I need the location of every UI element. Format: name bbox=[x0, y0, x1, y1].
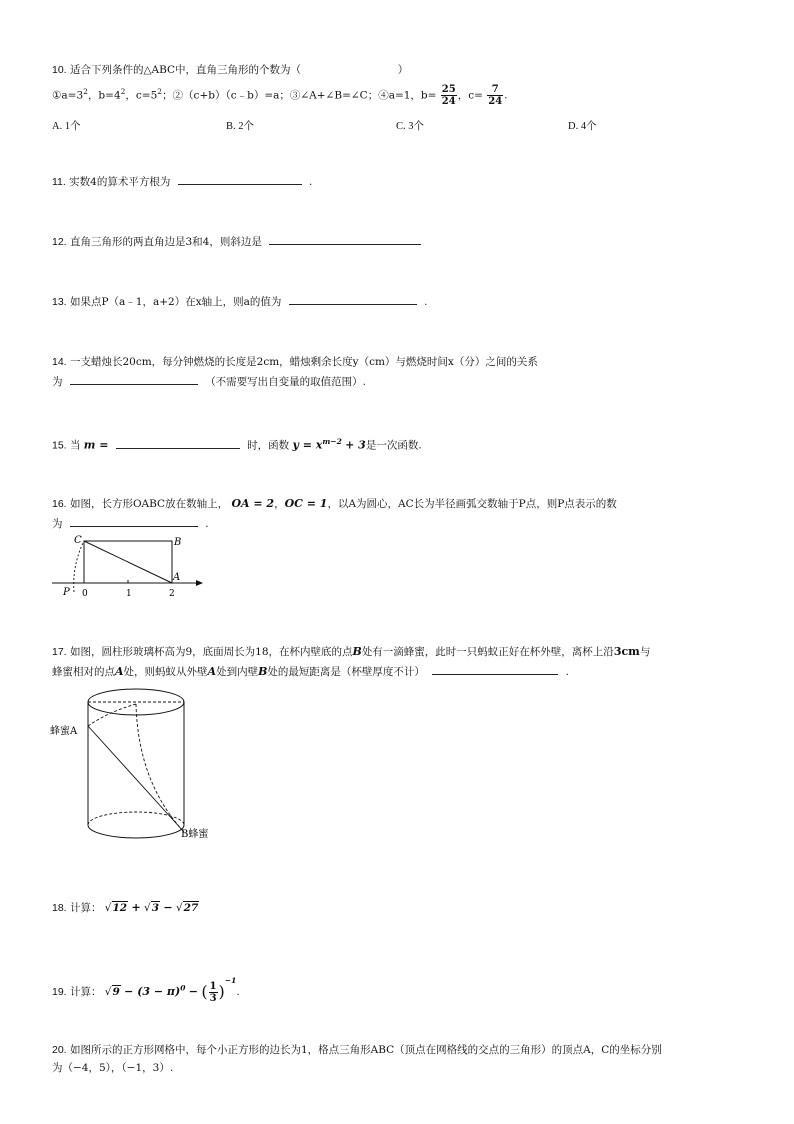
label-c: C bbox=[74, 535, 82, 546]
answer-blank[interactable] bbox=[70, 372, 198, 385]
fraction-1-3 bbox=[209, 981, 218, 1004]
radicand: 27 bbox=[183, 902, 199, 914]
question-number: 18. bbox=[52, 902, 67, 914]
question-20-line1 bbox=[52, 1042, 662, 1058]
cylinder-figure bbox=[48, 682, 228, 842]
question-text: 时，函数 bbox=[247, 439, 290, 452]
sqrt-9: √9 bbox=[104, 986, 120, 998]
question-text: 为 bbox=[52, 518, 63, 530]
label-p: P bbox=[63, 587, 70, 598]
question-number: 13. bbox=[52, 296, 67, 308]
question-19 bbox=[52, 966, 240, 1007]
option-a[interactable]: A. 1个 bbox=[52, 121, 81, 132]
question-17-line2 bbox=[52, 662, 569, 680]
condition-1c: ，c=5 bbox=[125, 89, 158, 102]
question-text-end: ） bbox=[397, 64, 409, 76]
tick-label-1: 1 bbox=[126, 589, 132, 599]
question-13 bbox=[52, 292, 427, 310]
left-paren: ( bbox=[201, 982, 208, 1001]
diagonal-ac bbox=[84, 541, 172, 583]
denominator: 24 bbox=[441, 96, 456, 107]
tick-label-2: 2 bbox=[169, 589, 175, 599]
question-text: 计算： bbox=[69, 902, 102, 914]
label-a: A bbox=[173, 572, 181, 583]
question-20-line2 bbox=[52, 1060, 173, 1076]
question-text: 处有一滴蜂蜜，此时一只蚂蚁正好在杯外壁，离杯上沿 bbox=[361, 646, 614, 658]
period: . bbox=[236, 986, 240, 998]
cylinder-bottom-front bbox=[88, 825, 184, 838]
question-15 bbox=[52, 434, 422, 454]
math-b: B bbox=[258, 665, 268, 678]
label-b: B bbox=[174, 537, 182, 548]
right-paren: ) bbox=[218, 982, 225, 1001]
question-text: 处的最短距离是（杯壁厚度不计） bbox=[267, 666, 425, 678]
condition-mid: ，c= bbox=[457, 89, 483, 102]
numerator: 25 bbox=[441, 84, 456, 95]
exponent: m−2 bbox=[322, 437, 342, 446]
answer-blank[interactable] bbox=[289, 292, 417, 305]
arc-ac bbox=[74, 541, 84, 592]
period: . bbox=[424, 296, 428, 308]
math-function: y = x bbox=[292, 438, 323, 452]
question-text: 计算： bbox=[69, 986, 102, 998]
question-number: 17. bbox=[52, 646, 67, 658]
question-text: 处到内壁 bbox=[216, 666, 259, 678]
question-10-conditions bbox=[52, 84, 508, 107]
period: . bbox=[309, 176, 313, 188]
axis-arrow bbox=[196, 580, 203, 586]
option-b[interactable]: B. 2个 bbox=[226, 121, 255, 132]
question-number: 12. bbox=[52, 236, 67, 248]
question-text: 如果点P（a﹣1，a+2）在x轴上，则a的值为 bbox=[69, 296, 282, 308]
math-oa: OA = 2 bbox=[231, 497, 275, 510]
separator: ， bbox=[274, 498, 285, 510]
sqrt-12: √12 bbox=[104, 902, 128, 914]
question-text: ，以A为圆心，AC长为半径画弧交数轴于P点，则P点表示的数 bbox=[327, 498, 617, 510]
question-10-options bbox=[52, 118, 612, 132]
option-c[interactable]: C. 3个 bbox=[396, 121, 425, 132]
numerator: 1 bbox=[209, 980, 217, 992]
question-18 bbox=[52, 900, 199, 916]
question-11 bbox=[52, 172, 312, 190]
question-text: 如图，长方形OABC放在数轴上， bbox=[69, 498, 229, 510]
radicand: 12 bbox=[112, 902, 128, 914]
ant-path-inner bbox=[136, 704, 184, 832]
numerator: 7 bbox=[487, 84, 503, 96]
question-text: 处，则蚂蚁从外壁 bbox=[123, 666, 208, 678]
question-text: 如图所示的正方形网格中，每个小正方形的边长为1，格点三角形ABC（顶点在网格线的交点的三角形）的顶点A，C的坐标分别 bbox=[69, 1044, 662, 1056]
sqrt-27: √27 bbox=[175, 902, 199, 914]
question-text: 适合下列条件的△ABC中，直角三角形的个数为（ bbox=[69, 64, 302, 76]
answer-blank[interactable] bbox=[116, 436, 240, 449]
label-honey-a: 蜂蜜A bbox=[50, 726, 78, 737]
answer-blank[interactable] bbox=[70, 514, 198, 527]
fraction-25-24 bbox=[441, 84, 457, 107]
question-17-line1 bbox=[52, 644, 650, 660]
question-number: 10. bbox=[52, 64, 67, 76]
period: . bbox=[565, 666, 569, 678]
operator: − bbox=[163, 901, 173, 914]
answer-blank[interactable] bbox=[432, 662, 558, 675]
math-a: A bbox=[115, 665, 124, 678]
question-text: 与 bbox=[639, 646, 651, 658]
question-12 bbox=[52, 232, 425, 250]
question-number: 19. bbox=[52, 986, 67, 998]
answer-blank[interactable] bbox=[269, 232, 421, 245]
math-expression: − (3 − π) bbox=[124, 985, 181, 998]
math-b: B bbox=[352, 645, 362, 658]
operator: + bbox=[131, 901, 141, 914]
question-14-line2 bbox=[52, 372, 366, 390]
answer-blank[interactable] bbox=[178, 172, 302, 185]
period: . bbox=[504, 89, 508, 102]
exponent: 2 bbox=[120, 87, 126, 96]
fraction-7-24 bbox=[487, 84, 503, 107]
period: . bbox=[205, 518, 209, 530]
condition-2-4: ；②（c+b）（c﹣b）=a；③∠A+∠B=∠C；④a=1，b= bbox=[162, 89, 437, 102]
math-oc: OC = 1 bbox=[284, 497, 328, 510]
math-a: A bbox=[207, 665, 217, 678]
question-10-stem bbox=[52, 62, 408, 78]
question-text: （不需要写出自变量的取值范围）. bbox=[205, 376, 367, 388]
radicand: 3 bbox=[151, 902, 160, 914]
option-d[interactable]: D. 4个 bbox=[568, 121, 597, 132]
radicand: 9 bbox=[112, 986, 120, 998]
operator: − bbox=[188, 985, 198, 998]
question-16-line1 bbox=[52, 496, 617, 512]
number-line-rectangle-figure bbox=[52, 530, 212, 600]
question-number: 20. bbox=[52, 1044, 67, 1056]
denominator: 3 bbox=[209, 992, 217, 1004]
question-text: 蜂蜜相对的点 bbox=[52, 666, 115, 678]
question-number: 14. bbox=[52, 356, 67, 368]
sqrt-3: √3 bbox=[144, 902, 160, 914]
question-text: 实数4的算术平方根为 bbox=[69, 176, 171, 188]
math-distance: 3cm bbox=[613, 645, 640, 658]
question-text: 直角三角形的两直角边是3和4，则斜边是 bbox=[69, 236, 262, 248]
question-text: 为（−4，5），（−1，3）. bbox=[52, 1062, 174, 1074]
math-variable: m = bbox=[83, 438, 109, 452]
question-text: 当 bbox=[69, 439, 81, 452]
question-text: 是一次函数. bbox=[365, 439, 422, 452]
math-function-tail: + 3 bbox=[345, 438, 366, 452]
question-14-line1 bbox=[52, 354, 538, 370]
question-number: 16. bbox=[52, 498, 67, 510]
exponent: 2 bbox=[83, 87, 88, 96]
condition-1a: ①a=3 bbox=[52, 89, 84, 102]
exponent: 0 bbox=[180, 983, 186, 993]
question-text: 一支蜡烛长20cm，每分钟燃烧的长度是2cm，蜡烛剩余长度y（cm）与燃烧时间x（分）之间的关系 bbox=[69, 356, 538, 368]
exponent: −1 bbox=[224, 976, 237, 985]
exponent: 2 bbox=[157, 87, 163, 96]
denominator: 24 bbox=[488, 96, 503, 107]
condition-1b: ，b=4 bbox=[87, 89, 121, 102]
question-text: 为 bbox=[52, 376, 63, 388]
question-number: 15. bbox=[52, 439, 67, 452]
tick-label-0: 0 bbox=[82, 589, 88, 599]
label-b-honey: B蜂蜜 bbox=[181, 829, 209, 840]
question-number: 11. bbox=[52, 176, 66, 188]
question-text: 如图，圆柱形玻璃杯高为9，底面周长为18，在杯内壁底的点 bbox=[69, 646, 353, 658]
